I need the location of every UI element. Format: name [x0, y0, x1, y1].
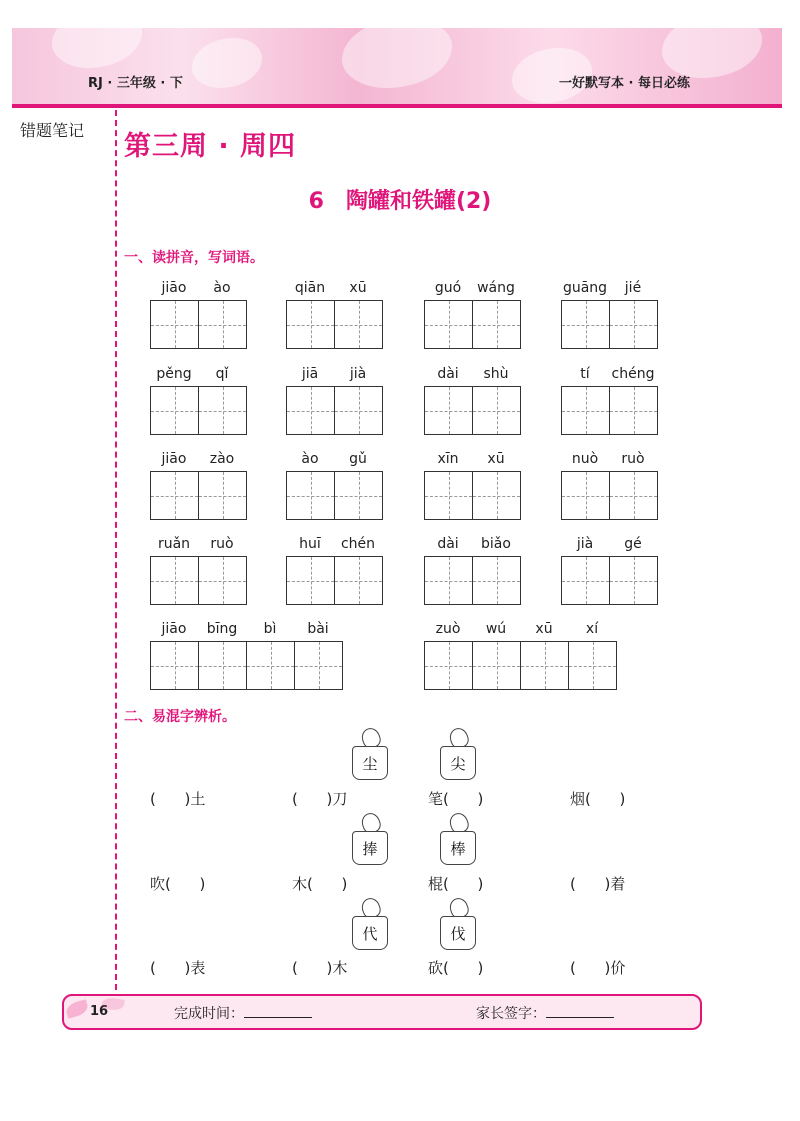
pinyin-syllable: ào	[301, 451, 319, 467]
leaf-decoration	[65, 999, 90, 1018]
writing-cell[interactable]	[287, 301, 334, 348]
writing-cell[interactable]	[425, 301, 472, 348]
pinyin-word	[286, 280, 383, 349]
parent-signature-blank[interactable]	[546, 1005, 614, 1018]
week-title: 第三周 · 周四	[124, 131, 297, 162]
completion-time-blank[interactable]	[244, 1005, 312, 1018]
writing-cell[interactable]	[425, 642, 472, 689]
series-label: 一好默写本 · 每日必练	[559, 76, 690, 91]
pinyin-syllable: xū	[487, 451, 505, 467]
writing-cell[interactable]	[287, 387, 334, 434]
character-can	[352, 817, 388, 865]
fill-option[interactable]: ( )土	[150, 790, 206, 808]
writing-cell[interactable]	[425, 387, 472, 434]
pinyin-syllable: xū	[349, 280, 367, 296]
can-char: 棒	[440, 831, 476, 865]
lesson-name: 陶罐和铁罐(2)	[345, 189, 492, 214]
fill-option[interactable]: 棍( )	[428, 875, 484, 893]
grade-label: RJ · 三年级 · 下	[88, 76, 183, 91]
pinyin-syllable: nuò	[571, 451, 599, 467]
writing-cell[interactable]	[198, 557, 246, 604]
pinyin-syllable: guó	[434, 280, 462, 296]
lesson-number: 6	[308, 189, 324, 214]
pinyin-word	[561, 451, 658, 520]
pinyin-syllable: jiāo	[161, 451, 187, 467]
writing-cell[interactable]	[151, 472, 198, 519]
pinyin-syllable: bài	[307, 621, 329, 637]
section2-title: 二、易混字辨析。	[124, 709, 236, 725]
pinyin-syllable: xū	[535, 621, 553, 637]
pinyin-word	[286, 451, 383, 520]
pinyin-syllable: jià	[349, 366, 367, 382]
character-can	[440, 817, 476, 865]
writing-cell[interactable]	[151, 387, 198, 434]
pinyin-word	[561, 280, 658, 349]
pinyin-syllable: jiā	[301, 366, 319, 382]
fill-option[interactable]: ( )刀	[292, 790, 348, 808]
pinyin-syllable: zuò	[435, 621, 461, 637]
fill-option[interactable]: ( )价	[570, 959, 626, 977]
pinyin-syllable: ruò	[621, 451, 645, 467]
pinyin-syllable: gé	[624, 536, 642, 552]
pinyin-word	[286, 536, 383, 605]
completion-time-label: 完成时间：	[174, 1006, 244, 1022]
writing-cell[interactable]	[472, 472, 520, 519]
pinyin-word	[424, 621, 617, 690]
can-char: 尘	[352, 746, 388, 780]
writing-cell[interactable]	[568, 642, 616, 689]
pinyin-word	[424, 280, 521, 349]
pinyin-syllable: jié	[624, 280, 642, 296]
pinyin-syllable: wáng	[477, 280, 515, 296]
pinyin-syllable: jiāo	[161, 280, 187, 296]
pinyin-syllable: wú	[485, 621, 507, 637]
writing-cell[interactable]	[609, 472, 657, 519]
writing-cell[interactable]	[562, 301, 609, 348]
writing-cell[interactable]	[198, 387, 246, 434]
can-char: 代	[352, 916, 388, 950]
pinyin-syllable: qiān	[294, 280, 326, 296]
completion-time-field[interactable]	[174, 1003, 312, 1023]
can-char: 捧	[352, 831, 388, 865]
fill-option[interactable]: ( )着	[570, 875, 626, 893]
writing-cell[interactable]	[472, 387, 520, 434]
writing-cell[interactable]	[562, 557, 609, 604]
pinyin-syllable: chéng	[611, 366, 655, 382]
pinyin-word	[150, 621, 343, 690]
fill-option[interactable]: 木( )	[292, 875, 348, 893]
character-can	[352, 902, 388, 950]
petal-decoration	[662, 28, 762, 78]
pinyin-syllable: ruǎn	[157, 536, 191, 552]
pinyin-syllable: dài	[437, 366, 459, 382]
pinyin-syllable: pěng	[156, 366, 192, 382]
page-header	[12, 28, 782, 108]
pinyin-syllable: xīn	[437, 451, 459, 467]
pinyin-syllable: shù	[483, 366, 509, 382]
pinyin-word	[286, 366, 383, 435]
writing-cell[interactable]	[609, 387, 657, 434]
pinyin-syllable: tí	[580, 366, 590, 382]
pinyin-word	[561, 366, 658, 435]
pinyin-syllable: zào	[209, 451, 235, 467]
pinyin-syllable: dài	[437, 536, 459, 552]
pinyin-syllable: jiāo	[161, 621, 187, 637]
pinyin-syllable: biǎo	[481, 536, 511, 552]
writing-cell[interactable]	[334, 472, 382, 519]
writing-cell[interactable]	[198, 642, 246, 689]
can-char: 伐	[440, 916, 476, 950]
pinyin-word	[150, 366, 247, 435]
writing-cell[interactable]	[425, 557, 472, 604]
writing-cell[interactable]	[472, 557, 520, 604]
writing-cell[interactable]	[472, 642, 520, 689]
pinyin-syllable: qǐ	[215, 366, 229, 382]
petal-decoration	[52, 28, 142, 68]
pinyin-syllable: chén	[340, 536, 376, 552]
writing-cell[interactable]	[287, 557, 334, 604]
can-char: 尖	[440, 746, 476, 780]
fill-option[interactable]: 笔( )	[428, 790, 484, 808]
pinyin-syllable: guāng	[562, 280, 608, 296]
pinyin-syllable: bīng	[206, 621, 238, 637]
pinyin-syllable: bì	[263, 621, 277, 637]
pinyin-syllable: xí	[585, 621, 599, 637]
writing-cell[interactable]	[334, 301, 382, 348]
writing-cell[interactable]	[609, 557, 657, 604]
writing-cell[interactable]	[246, 642, 294, 689]
pinyin-syllable: ào	[213, 280, 231, 296]
character-can	[440, 732, 476, 780]
writing-cell[interactable]	[198, 301, 246, 348]
page-footer	[62, 994, 702, 1030]
pinyin-word	[424, 366, 521, 435]
pinyin-word	[150, 536, 247, 605]
pinyin-word	[424, 451, 521, 520]
fill-option[interactable]: 烟( )	[570, 790, 626, 808]
writing-cell[interactable]	[151, 557, 198, 604]
writing-cell[interactable]	[294, 642, 342, 689]
writing-cell[interactable]	[151, 301, 198, 348]
page-number: 16	[90, 1004, 109, 1019]
pinyin-word	[150, 451, 247, 520]
writing-cell[interactable]	[562, 387, 609, 434]
fill-option[interactable]: ( )木	[292, 959, 348, 977]
writing-cell[interactable]	[472, 301, 520, 348]
section1-title: 一、读拼音，写词语。	[124, 250, 264, 266]
writing-cell[interactable]	[609, 301, 657, 348]
pinyin-word	[150, 280, 247, 349]
character-can	[440, 902, 476, 950]
petal-decoration	[342, 28, 452, 88]
writing-cell[interactable]	[520, 642, 568, 689]
writing-cell[interactable]	[334, 387, 382, 434]
sidebar-title: 错题笔记	[20, 121, 85, 140]
writing-cell[interactable]	[151, 642, 198, 689]
lesson-title	[0, 184, 800, 215]
parent-signature-field[interactable]	[476, 1003, 614, 1023]
pinyin-syllable: gǔ	[349, 451, 367, 467]
petal-decoration	[192, 38, 262, 88]
pinyin-word	[424, 536, 521, 605]
sidebar-divider	[115, 110, 117, 990]
character-can	[352, 732, 388, 780]
writing-cell[interactable]	[562, 472, 609, 519]
fill-option[interactable]: 吹( )	[150, 875, 206, 893]
writing-cell[interactable]	[425, 472, 472, 519]
writing-cell[interactable]	[287, 472, 334, 519]
fill-option[interactable]: ( )表	[150, 959, 206, 977]
parent-signature-label: 家长签字：	[476, 1006, 546, 1022]
writing-cell[interactable]	[198, 472, 246, 519]
writing-cell[interactable]	[334, 557, 382, 604]
pinyin-syllable: jià	[576, 536, 594, 552]
pinyin-syllable: huī	[299, 536, 321, 552]
pinyin-word	[561, 536, 658, 605]
pinyin-syllable: ruò	[210, 536, 234, 552]
fill-option[interactable]: 砍( )	[428, 959, 484, 977]
